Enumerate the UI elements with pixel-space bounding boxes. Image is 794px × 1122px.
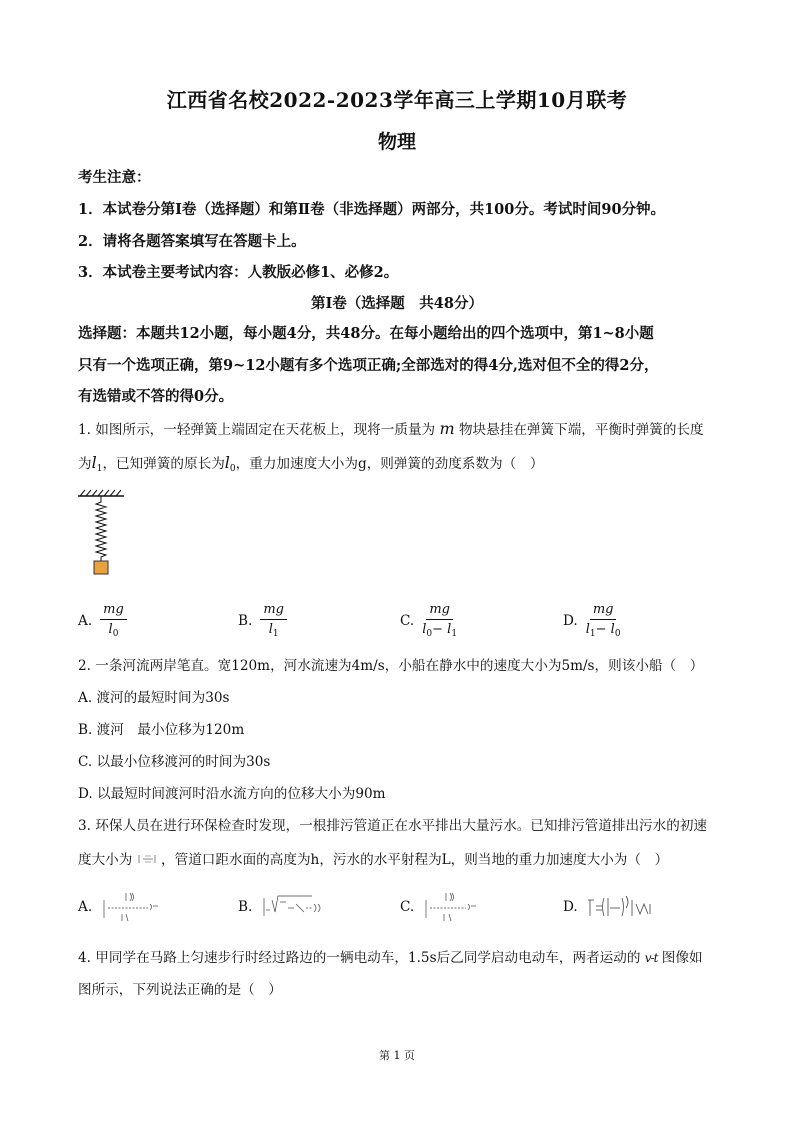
- option-letter: B.: [238, 613, 253, 629]
- instructions-line-1: 选择题：本题共12小题，每小题4分，共48分。在每小题给出的四个选项中，第1~8小题: [78, 325, 654, 342]
- option-letter: C.: [400, 613, 415, 629]
- numerator: mg: [590, 603, 617, 620]
- q1-options: [78, 598, 720, 644]
- q4-text: 图像如: [661, 950, 703, 966]
- q2-option-b[interactable]: B. 渡河 最小位移为120m: [78, 722, 245, 738]
- q1-sub: 0: [229, 464, 236, 474]
- q1-var-l0: l: [224, 453, 230, 472]
- q3-option-a-formula-image: [100, 890, 160, 924]
- ceiling-hatch: [80, 490, 121, 496]
- option-letter: C.: [400, 899, 415, 915]
- option-letter: B.: [238, 899, 253, 915]
- q4-line-1: [78, 946, 703, 966]
- q3-option-a[interactable]: [78, 884, 160, 930]
- section-title: 第Ⅰ卷（选择题 共48分）: [311, 295, 483, 312]
- q1-text: ，重力加速度大小为g，则弹簧的劲度系数为（ ）: [235, 456, 544, 472]
- q3-velocity-formula-image: [137, 852, 157, 866]
- spring-coil: [96, 496, 106, 561]
- instructions-line-3: 有选错或不答的得0分。: [78, 388, 234, 405]
- instructions-line-2: 只有一个选项正确，第9~12小题有多个选项正确;全部选对的得4分,选对但不全的得2分，: [78, 357, 659, 374]
- q3-line-1: 3. 环保人员在进行环保检查时发现，一根排污管道正在水平排出大量污水。已知排污管道排出污水的初速: [78, 818, 708, 834]
- q3-option-d[interactable]: [563, 884, 658, 930]
- q1-line-2: [78, 452, 543, 474]
- subject-title: 物理: [377, 131, 416, 153]
- option-letter: A.: [78, 613, 93, 629]
- fraction: [586, 603, 621, 639]
- q3-options: [78, 884, 720, 930]
- exam-title: 江西省名校2022-2023学年高三上学期10月联考: [166, 88, 628, 112]
- notice-item-2: 2．请将各题答案填写在答题卡上。: [78, 233, 306, 250]
- q3-option-b-formula-image: [260, 890, 324, 924]
- q1-line-1: [78, 418, 704, 438]
- q1-text: 为: [78, 456, 92, 472]
- q3-text: ，管道口距水面的高度为h，污水的水平射程为L，则当地的重力加速度大小为（ ）: [161, 852, 669, 868]
- fraction: [260, 603, 287, 639]
- mass-block: [94, 561, 108, 574]
- q2-option-c[interactable]: C. 以最小位移渡河的时间为30s: [78, 754, 271, 770]
- numerator: mg: [100, 603, 127, 620]
- notice-heading: 考生注意：: [78, 169, 151, 186]
- q2-option-a[interactable]: A. 渡河的最短时间为30s: [78, 690, 230, 706]
- q1-option-b[interactable]: [238, 598, 287, 644]
- fraction: [100, 603, 127, 639]
- q4-line-2: 图所示，下列说法正确的是（ ）: [78, 982, 282, 998]
- q3-option-c[interactable]: [400, 884, 478, 930]
- denominator: $l_0$: [108, 622, 119, 639]
- q1-text: 1. 如图所示，一轻弹簧上端固定在天花板上，现将一质量为: [78, 422, 436, 438]
- q3-line-2: [78, 848, 668, 868]
- spring-figure: [76, 488, 132, 580]
- q4-text: 4. 甲同学在马路上匀速步行时经过路边的一辆电动车，1.5s后乙同学启动电动车，两者运动的: [78, 950, 641, 966]
- q1-option-c[interactable]: [400, 598, 457, 644]
- q3-option-c-formula-image: [422, 890, 478, 924]
- page-number: 第 1 页: [379, 1049, 415, 1062]
- denominator: $l_1$: [268, 622, 279, 639]
- fraction: [422, 603, 457, 639]
- q3-text: 度大小为: [78, 852, 133, 868]
- q1-sub: 1: [96, 464, 103, 474]
- denominator: $l_1- l_0$: [585, 622, 621, 639]
- notice-item-1: 1．本试卷分第Ⅰ卷（选择题）和第Ⅱ卷（非选择题）两部分，共100分。考试时间90分钟。: [78, 201, 666, 218]
- q1-option-d[interactable]: [563, 598, 621, 644]
- q1-var-l1: l: [91, 453, 97, 472]
- denominator: $l_0- l_1$: [422, 622, 458, 639]
- q3-option-b[interactable]: [238, 884, 324, 930]
- q1-option-a[interactable]: [78, 598, 127, 644]
- option-letter: D.: [563, 613, 578, 629]
- q1-text: ，已知弹簧的原长为: [102, 456, 225, 472]
- q2-option-d[interactable]: D. 以最短时间渡河时沿水流方向的位移大小为90m: [78, 786, 386, 802]
- numerator: mg: [426, 603, 453, 620]
- q2-stem: 2. 一条河流两岸笔直。宽120m，河水流速为4m/s，小船在静水中的速度大小为5m/s，则该小船（ ）: [78, 658, 704, 674]
- q4-vt-symbol: v-t: [644, 951, 658, 965]
- q1-var-m: m: [439, 419, 455, 438]
- q1-text: 物块悬挂在弹簧下端，平衡时弹簧的长度: [458, 422, 704, 438]
- numerator: mg: [260, 603, 287, 620]
- option-letter: D.: [563, 899, 578, 915]
- notice-item-3: 3．本试卷主要考试内容：人教版必修1、必修2。: [78, 264, 399, 281]
- q3-option-d-formula-image: [586, 890, 658, 924]
- option-letter: A.: [78, 899, 93, 915]
